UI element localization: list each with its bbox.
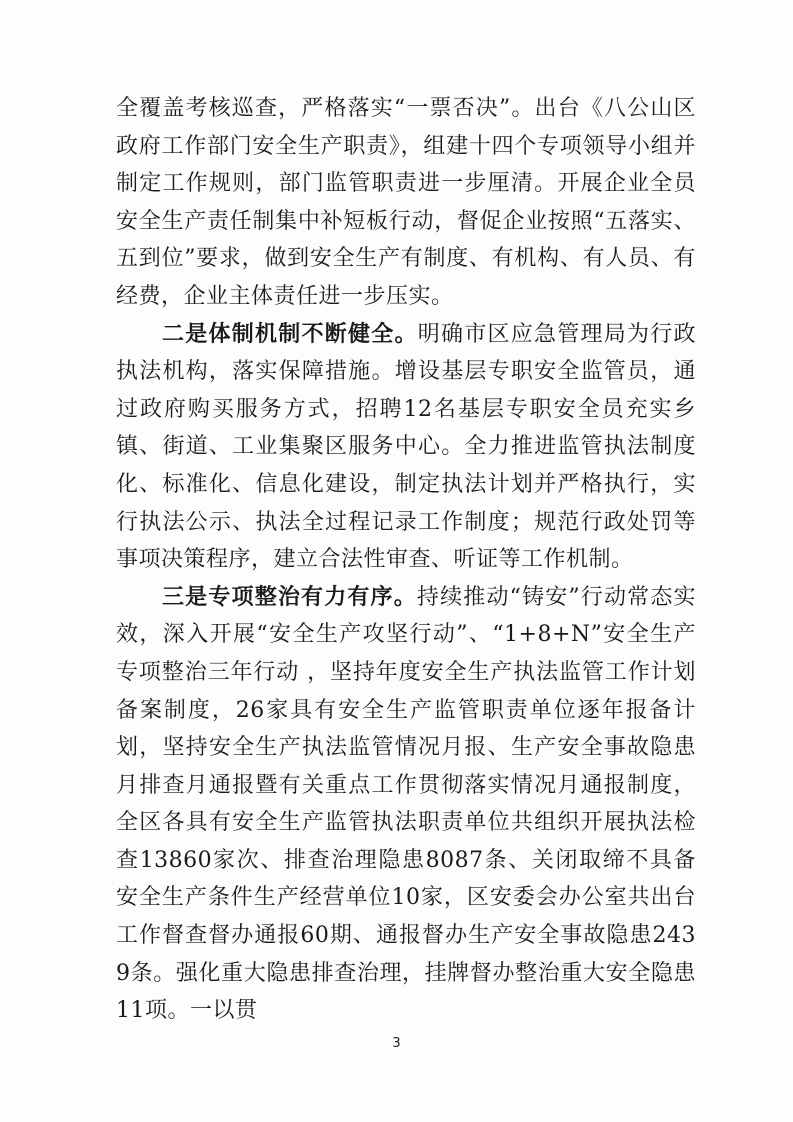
paragraph-text: 持续推动“铸安”行动常态实效，深入开展“安全生产攻坚行动”、“1+8+N”安全生产专项整治三年行动 ，坚持年度安全生产执法监管工作计划备案制度，26家具有安全生产监管职责单位逐年报备计划，坚持安全生产执法监管情况月报、生产安全事故隐患月排查月通报暨有关重点工作贯彻落实情况月通报制度，全区各具有安全生产监管执法职责单位共组织开展执法检查13860家次、排查治理隐患8087条、关闭取缔不具备安全生产条件生产经营单位10家，区安委会办公室共出台工作督查督办通报60期、通报督办生产安全事故隐患2439条。强化重大隐患排查治理，挂牌督办整治重大安全隐患11项。一以贯 [116, 584, 696, 1024]
paragraph-continuation [116, 90, 696, 316]
paragraph-lead-heading: 三是专项整治有力有序。 [162, 583, 417, 610]
paragraph-system-mechanism [116, 316, 696, 579]
paragraph-lead-heading: 二是体制机制不断健全。 [162, 320, 418, 347]
paragraph-text: 明确市区应急管理局为行政执法机构，落实保障措施。增设基层专职安全监管员，通过政府购买服务方式，招聘12名基层专职安全员充实乡镇、街道、工业集聚区服务中心。全力推进监管执法制度化、标准化、信息化建设，制定执法计划并严格执行，实行执法公示、执法全过程记录工作制度；规范行政处罚等事项决策程序，建立合法性审查、听证等工作机制。 [116, 321, 696, 573]
paragraph-text: 全覆盖考核巡查，严格落实“一票否决”。出台《八公山区政府工作部门安全生产职责》，组建十四个专项领导小组并制定工作规则，部门监管职责进一步厘清。开展企业全员安全生产责任制集中补短板行动，督促企业按照“五落实、五到位”要求，做到安全生产有制度、有机构、有人员、有经费，企业主体责任进一步压实。 [116, 96, 696, 309]
page-number: 3 [392, 1036, 401, 1051]
document-body [116, 90, 696, 1030]
paragraph-special-rectification [116, 579, 696, 1030]
